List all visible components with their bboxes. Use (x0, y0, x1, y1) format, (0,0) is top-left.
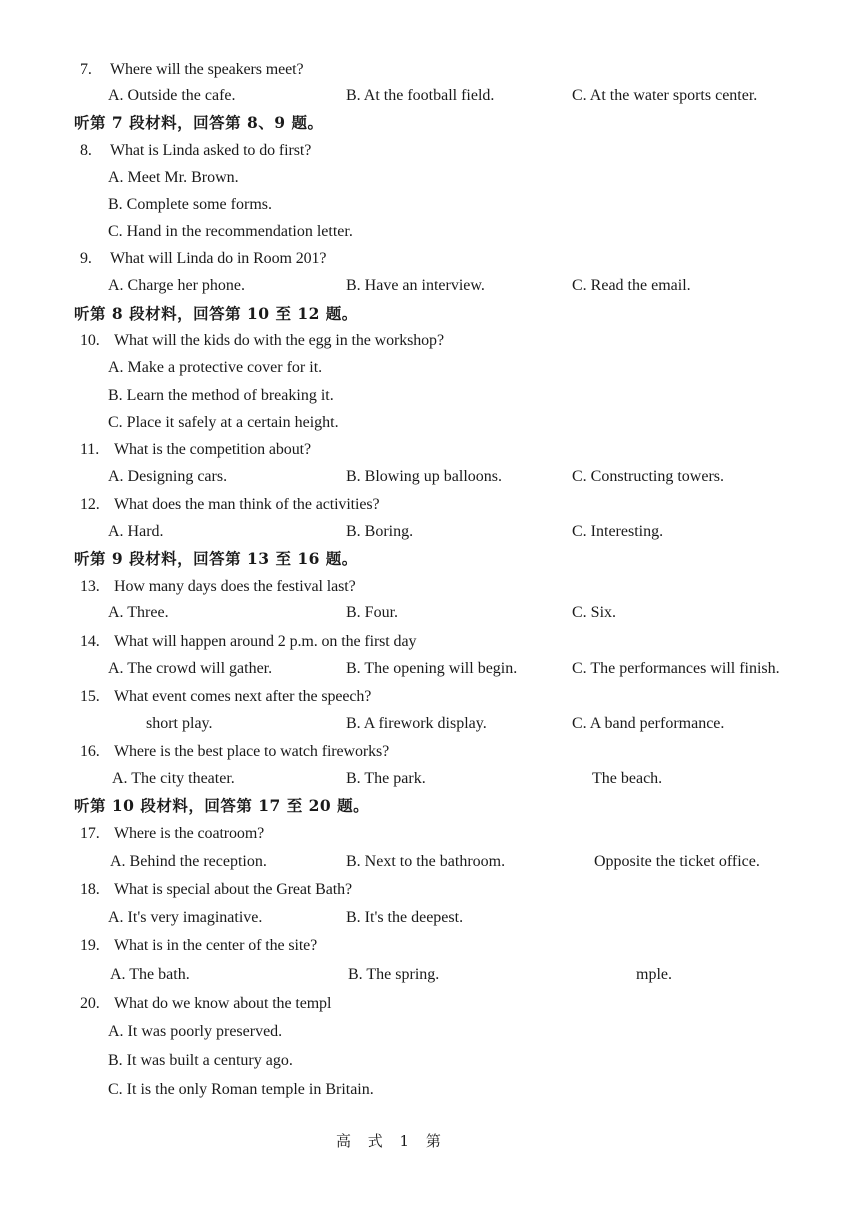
answer-option: B. Next to the bathroom. (346, 853, 506, 870)
question-number: 10. (80, 332, 100, 349)
question-number: 11. (80, 441, 100, 458)
question-number: 18. (80, 881, 100, 898)
section-instruction: 听第 8 段材料，回答第 10 至 12 题。 (74, 304, 358, 323)
answer-option: A. Meet Mr. Brown. (108, 169, 239, 186)
question-number: 16. (80, 743, 100, 760)
answer-option: A. The crowd will gather. (108, 660, 273, 677)
question-text: What is in the center of the site? (114, 937, 318, 954)
question-number: 14. (80, 633, 100, 650)
question-14 (80, 632, 416, 652)
answer-option: B. Boring. (346, 523, 414, 540)
question-text: What event comes next after the speech? (114, 688, 372, 705)
question-10 (80, 331, 444, 351)
answer-option: B. A firework display. (346, 715, 487, 732)
answer-option: Opposite the ticket office. (594, 853, 760, 870)
answer-option: C. At the water sports center. (572, 87, 758, 104)
question-number: 8. (80, 142, 92, 159)
question-20 (80, 994, 331, 1014)
question-text: What is the competition about? (114, 441, 311, 458)
question-text: What will Linda do in Room 201? (110, 250, 327, 267)
answer-option: A. Charge her phone. (108, 277, 245, 294)
question-13 (80, 577, 356, 597)
question-8 (80, 141, 311, 161)
question-number: 9. (80, 250, 92, 267)
question-18 (80, 880, 352, 900)
answer-option: B. It was built a century ago. (108, 1052, 293, 1069)
answer-option: A. The bath. (110, 966, 190, 983)
answer-option: A. Hard. (108, 523, 164, 540)
answer-option: B. Learn the method of breaking it. (108, 387, 334, 404)
section-instruction: 听第 9 段材料，回答第 13 至 16 题。 (74, 549, 358, 568)
question-text: Where is the best place to watch fireworks? (114, 743, 390, 760)
answer-option: A. The city theater. (112, 770, 235, 787)
section-instruction: 听第 10 段材料，回答第 17 至 20 题。 (74, 796, 370, 815)
answer-option: short play. (146, 715, 213, 732)
question-text: Where will the speakers meet? (110, 61, 304, 78)
question-11 (80, 440, 311, 460)
question-16 (80, 742, 389, 762)
answer-option: C. Read the email. (572, 277, 691, 294)
answer-option: B. The spring. (348, 966, 440, 983)
answer-option: mple. (636, 966, 672, 983)
question-number: 12. (80, 496, 100, 513)
question-7 (80, 60, 303, 80)
answer-option: B. Four. (346, 604, 399, 621)
answer-option: The beach. (592, 770, 663, 787)
question-text: What do we know about the templ (114, 995, 332, 1012)
question-text: What does the man think of the activities? (114, 496, 380, 513)
question-text: How many days does the festival last? (114, 578, 356, 595)
answer-option: A. Three. (108, 604, 169, 621)
question-12 (80, 495, 380, 515)
question-text: What is Linda asked to do first? (110, 142, 312, 159)
question-text: What is special about the Great Bath? (114, 881, 352, 898)
answer-option: A. Outside the cafe. (108, 87, 236, 104)
answer-option: C. Hand in the recommendation letter. (108, 223, 353, 240)
answer-option: A. It was poorly preserved. (108, 1023, 283, 1040)
question-text: Where is the coatroom? (114, 825, 265, 842)
answer-option: C. It is the only Roman temple in Britain. (108, 1081, 374, 1098)
answer-option: C. The performances will finish. (572, 660, 780, 677)
answer-option: B. It's the deepest. (346, 909, 464, 926)
answer-option: C. A band performance. (572, 715, 725, 732)
answer-option: B. The opening will begin. (346, 660, 518, 677)
answer-option: A. Designing cars. (108, 468, 228, 485)
answer-option: A. It's very imaginative. (108, 909, 263, 926)
answer-option: C. Six. (572, 604, 617, 621)
answer-option: B. Blowing up balloons. (346, 468, 503, 485)
question-text: What will happen around 2 p.m. on the first day (114, 633, 417, 650)
section-instruction: 听第 7 段材料，回答第 8、9 题。 (74, 113, 324, 132)
answer-option: B. Complete some forms. (108, 196, 272, 213)
question-19 (80, 936, 317, 956)
question-9 (80, 249, 326, 269)
question-15 (80, 687, 371, 707)
answer-option: A. Make a protective cover for it. (108, 359, 323, 376)
question-17 (80, 824, 264, 844)
question-number: 7. (80, 61, 92, 78)
answer-option: C. Place it safely at a certain height. (108, 414, 339, 431)
question-text: What will the kids do with the egg in the workshop? (114, 332, 444, 349)
answer-option: B. Have an interview. (346, 277, 485, 294)
question-number: 17. (80, 825, 100, 842)
question-number: 20. (80, 995, 100, 1012)
question-number: 15. (80, 688, 100, 705)
answer-option: C. Interesting. (572, 523, 664, 540)
question-number: 19. (80, 937, 100, 954)
question-number: 13. (80, 578, 100, 595)
answer-option: A. Behind the reception. (110, 853, 267, 870)
answer-option: C. Constructing towers. (572, 468, 724, 485)
answer-option: B. At the football field. (346, 87, 495, 104)
answer-option: B. The park. (346, 770, 426, 787)
page-footer: 高 式 1 第 (336, 1132, 447, 1150)
